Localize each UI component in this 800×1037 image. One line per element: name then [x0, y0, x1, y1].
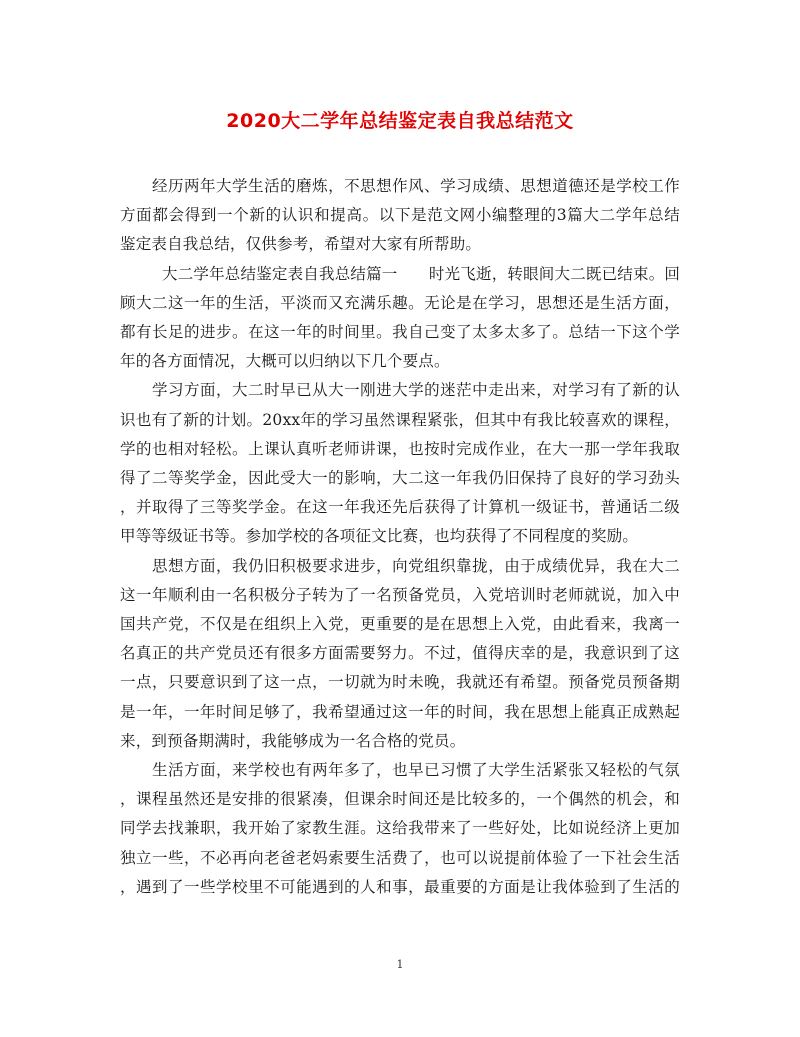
text-line: 一点，只要意识到了这一点，一切就为时未晚，我就还有希望。预备党员预备期 [120, 673, 680, 692]
text-line: 是一年，一年时间足够了，我希望通过这一年的时间，我在思想上能真正成熟起 [120, 702, 680, 721]
paragraph-section-one-intro [120, 260, 680, 377]
text-line: 得了二等奖学金，因此受大一的影响，大二这一年我仍旧保持了良好的学习劲头 [120, 469, 680, 488]
text-line: 思想方面，我仍旧积极要求进步，向党组织靠拢，由于成绩优异，我在大二 [152, 556, 680, 575]
page-number: 1 [396, 958, 404, 971]
text-line: 生活方面，来学校也有两年多了，也早已习惯了大学生活紧张又轻松的气氛 [152, 761, 680, 780]
text-line: 方面都会得到一个新的认识和提高。以下是范文网小编整理的3篇大二学年总结 [120, 206, 680, 225]
text-line: 来，到预备期满时，我能够成为一名合格的党员。 [120, 731, 466, 750]
text-line: 国共产党，不仅是在组织上入党，更重要的是在思想上入党，由此看来，我离一 [120, 615, 680, 634]
text-line: 独立一些，不必再向老爸老妈索要生活费了，也可以说提前体验了一下社会生活 [120, 848, 680, 867]
paragraph-study [120, 376, 680, 551]
text-line: 学的也相对轻松。上课认真听老师讲课，也按时完成作业，在大一那一学年我取 [120, 439, 680, 458]
text-line: 识也有了新的计划。20xx年的学习虽然课程紧张，但其中有我比较喜欢的课程， [120, 410, 680, 429]
paragraph-life [120, 756, 680, 902]
text-line: 大二学年总结鉴定表自我总结篇一 时光飞逝，转眼间大二既已结束。回 [162, 264, 680, 283]
text-line: ，遇到了一些学校里不可能遇到的人和事，最重要的方面是让我体验到了生活的 [120, 877, 680, 896]
text-line: 甲等等级证书等。参加学校的各项征文比赛，也均获得了不同程度的奖励。 [120, 527, 639, 546]
text-line: 年的各方面情况，大概可以归纳以下几个要点。 [120, 352, 450, 371]
document-body [120, 172, 680, 902]
text-line: 顾大二这一年的生活，平淡而又充满乐趣。无论是在学习，思想还是生活方面， [120, 293, 680, 312]
text-line: 这一年顺利由一名积极分子转为了一名预备党员，入党培训时老师就说，加入中 [120, 585, 680, 604]
paragraph-intro [120, 172, 680, 260]
text-line: ，并取得了三等奖学金。在这一年我还先后获得了计算机一级证书，普通话二级 [120, 498, 680, 517]
text-line: ，课程虽然还是安排的很紧凑，但课余时间还是比较多的，一个偶然的机会，和 [120, 790, 680, 809]
paragraph-thought [120, 552, 680, 756]
text-line: 鉴定表自我总结，仅供参考，希望对大家有所帮助。 [120, 235, 482, 254]
text-line: 名真正的共产党员还有很多方面需要努力。不过，值得庆幸的是，我意识到了这 [120, 644, 680, 663]
text-line: 学习方面，大二时早已从大一刚进大学的迷茫中走出来，对学习有了新的认 [152, 381, 680, 400]
text-line: 都有长足的进步。在这一年的时间里。我自己变了太多太多了。总结一下这个学 [120, 323, 680, 342]
text-line: 经历两年大学生活的磨炼，不思想作风、学习成绩、思想道德还是学校工作 [152, 177, 680, 195]
text-line: 同学去找兼职，我开始了家教生涯。这给我带来了一些好处，比如说经济上更加 [120, 819, 680, 838]
document-title: 2020大二学年总结鉴定表自我总结范文 [226, 110, 574, 132]
